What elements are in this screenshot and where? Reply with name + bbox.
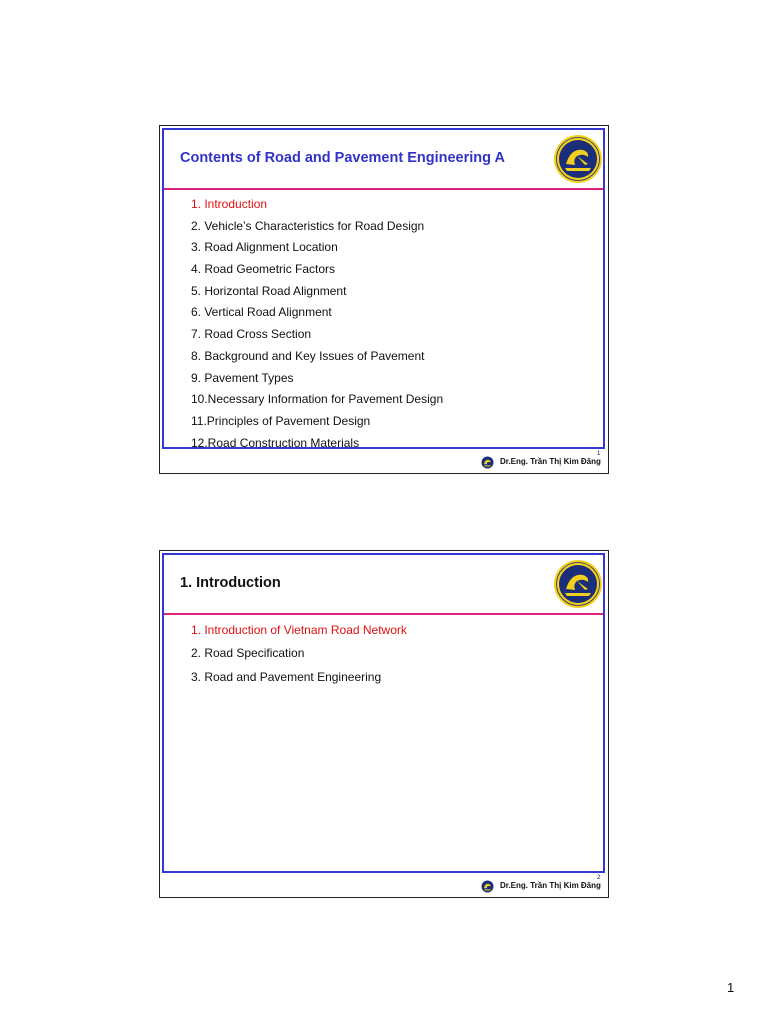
slide-footer: [160, 449, 608, 473]
slide-2: [159, 550, 609, 898]
slide-footer: [160, 873, 608, 897]
slide-number: 1: [597, 451, 601, 457]
list-item: 1. Introduction of Vietnam Road Network: [191, 623, 407, 637]
list-item: 11.Principles of Pavement Design: [191, 413, 371, 428]
list-item: 3. Road and Pavement Engineering: [191, 669, 382, 684]
page-number: 1: [727, 980, 735, 995]
author-credit: Dr.Eng. Trần Thị Kim Đăng: [500, 881, 601, 890]
list-item: 8. Background and Key Issues of Pavement: [191, 348, 425, 363]
slide-title: 1. Introduction: [180, 575, 281, 591]
contents-list: [191, 619, 407, 689]
list-item: 6. Vertical Road Alignment: [191, 305, 332, 320]
university-logo-icon: [553, 559, 603, 609]
slide-title: Contents of Road and Pavement Engineering A: [180, 150, 505, 166]
list-item: 2. Road Specification: [191, 646, 305, 661]
list-item: 3. Road Alignment Location: [191, 240, 338, 255]
title-divider: [164, 188, 603, 190]
slide-frame: [162, 553, 605, 873]
list-item: 4. Road Geometric Factors: [191, 262, 336, 277]
list-item: 1. Introduction: [191, 197, 268, 211]
slide-number: 2: [597, 875, 601, 881]
list-item: 5. Horizontal Road Alignment: [191, 283, 347, 298]
university-logo-icon: [553, 134, 603, 184]
list-item: 2. Vehicle’s Characteristics for Road Design: [191, 218, 425, 233]
author-credit: Dr.Eng. Trần Thị Kim Đăng: [500, 457, 601, 466]
list-item: 9. Pavement Types: [191, 370, 294, 385]
logo-mark-icon: [481, 880, 494, 893]
slide-frame: [162, 128, 605, 449]
contents-list: [191, 194, 443, 454]
list-item: 10.Necessary Information for Pavement Design: [191, 392, 444, 407]
title-divider: [164, 613, 603, 615]
logo-mark-icon: [481, 456, 494, 469]
list-item: 7. Road Cross Section: [191, 327, 312, 342]
slide-1: [159, 125, 609, 474]
list-item: 12.Road Construction Materials: [191, 435, 360, 450]
